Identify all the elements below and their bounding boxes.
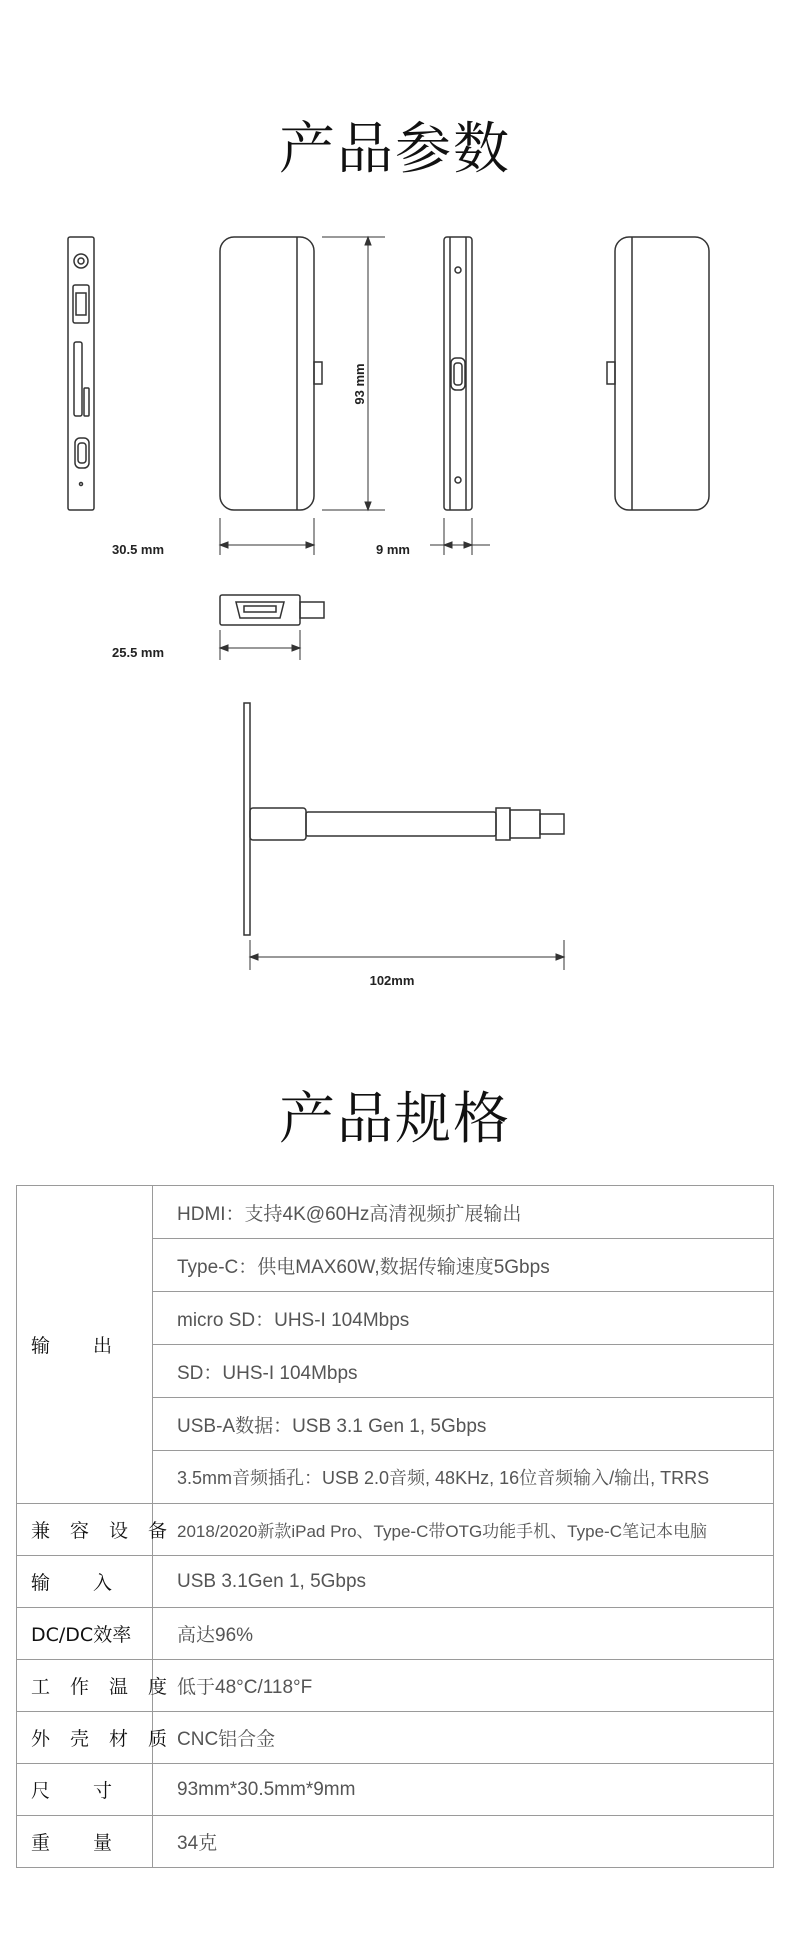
table-row [17, 1608, 774, 1660]
back-view [607, 237, 709, 510]
output-usba: USB-A数据：USB 3.1 Gen 1, 5Gbps [153, 1398, 774, 1451]
table-row [17, 1186, 774, 1239]
temperature-value: 低于48°C/118°F [153, 1660, 774, 1712]
side-view-ports [68, 237, 94, 510]
output-microsd: micro SD：UHS-I 104Mbps [153, 1292, 774, 1345]
temperature-label: 工 作 温 度 [17, 1660, 153, 1712]
table-row [17, 1504, 774, 1556]
size-value: 93mm*30.5mm*9mm [153, 1764, 774, 1816]
table-row [17, 1764, 774, 1816]
thickness-dimension-label: 9 mm [376, 542, 410, 557]
specs-title: 产品规格 [279, 1087, 511, 1152]
spec-table [16, 1185, 774, 1868]
size-label: 尺 寸 [17, 1764, 153, 1816]
output-typec: Type-C：供电MAX60W,数据传输速度5Gbps [153, 1239, 774, 1292]
width-dimension-label: 30.5 mm [112, 542, 165, 557]
output-label: 输 出 [17, 1186, 153, 1504]
narrow-side-view [444, 237, 472, 510]
efficiency-value: 高达96% [153, 1608, 774, 1660]
table-row [17, 1660, 774, 1712]
weight-value: 34克 [153, 1816, 774, 1868]
hdmi-top-view [220, 595, 324, 625]
output-sd: SD：UHS-I 104Mbps [153, 1345, 774, 1398]
table-row [17, 1712, 774, 1764]
input-value: USB 3.1Gen 1, 5Gbps [153, 1556, 774, 1608]
compat-label: 兼 容 设 备 [17, 1504, 153, 1556]
params-title: 产品参数 [279, 117, 511, 182]
height-dimension-label: 93 mm [352, 363, 367, 405]
table-row [17, 1556, 774, 1608]
table-row [17, 1816, 774, 1868]
compat-value: 2018/2020新款iPad Pro、Type-C带OTG功能手机、Type-C笔记本电脑 [153, 1504, 774, 1556]
material-label: 外 壳 材 质 [17, 1712, 153, 1764]
input-label: 输 入 [17, 1556, 153, 1608]
efficiency-label: DC/DC效率 [17, 1608, 153, 1660]
cable-view [244, 703, 564, 935]
cable-length-label: 102mm [369, 973, 415, 988]
output-audio: 3.5mm音频插孔：USB 2.0音频, 48KHz, 16位音频输入/输出, TRRS [153, 1451, 774, 1504]
front-view [220, 237, 322, 510]
material-value: CNC铝合金 [153, 1712, 774, 1764]
output-hdmi: HDMI：支持4K@60Hz高清视频扩展输出 [153, 1186, 774, 1239]
hdmi-width-label: 25.5 mm [112, 645, 165, 660]
weight-label: 重 量 [17, 1816, 153, 1868]
